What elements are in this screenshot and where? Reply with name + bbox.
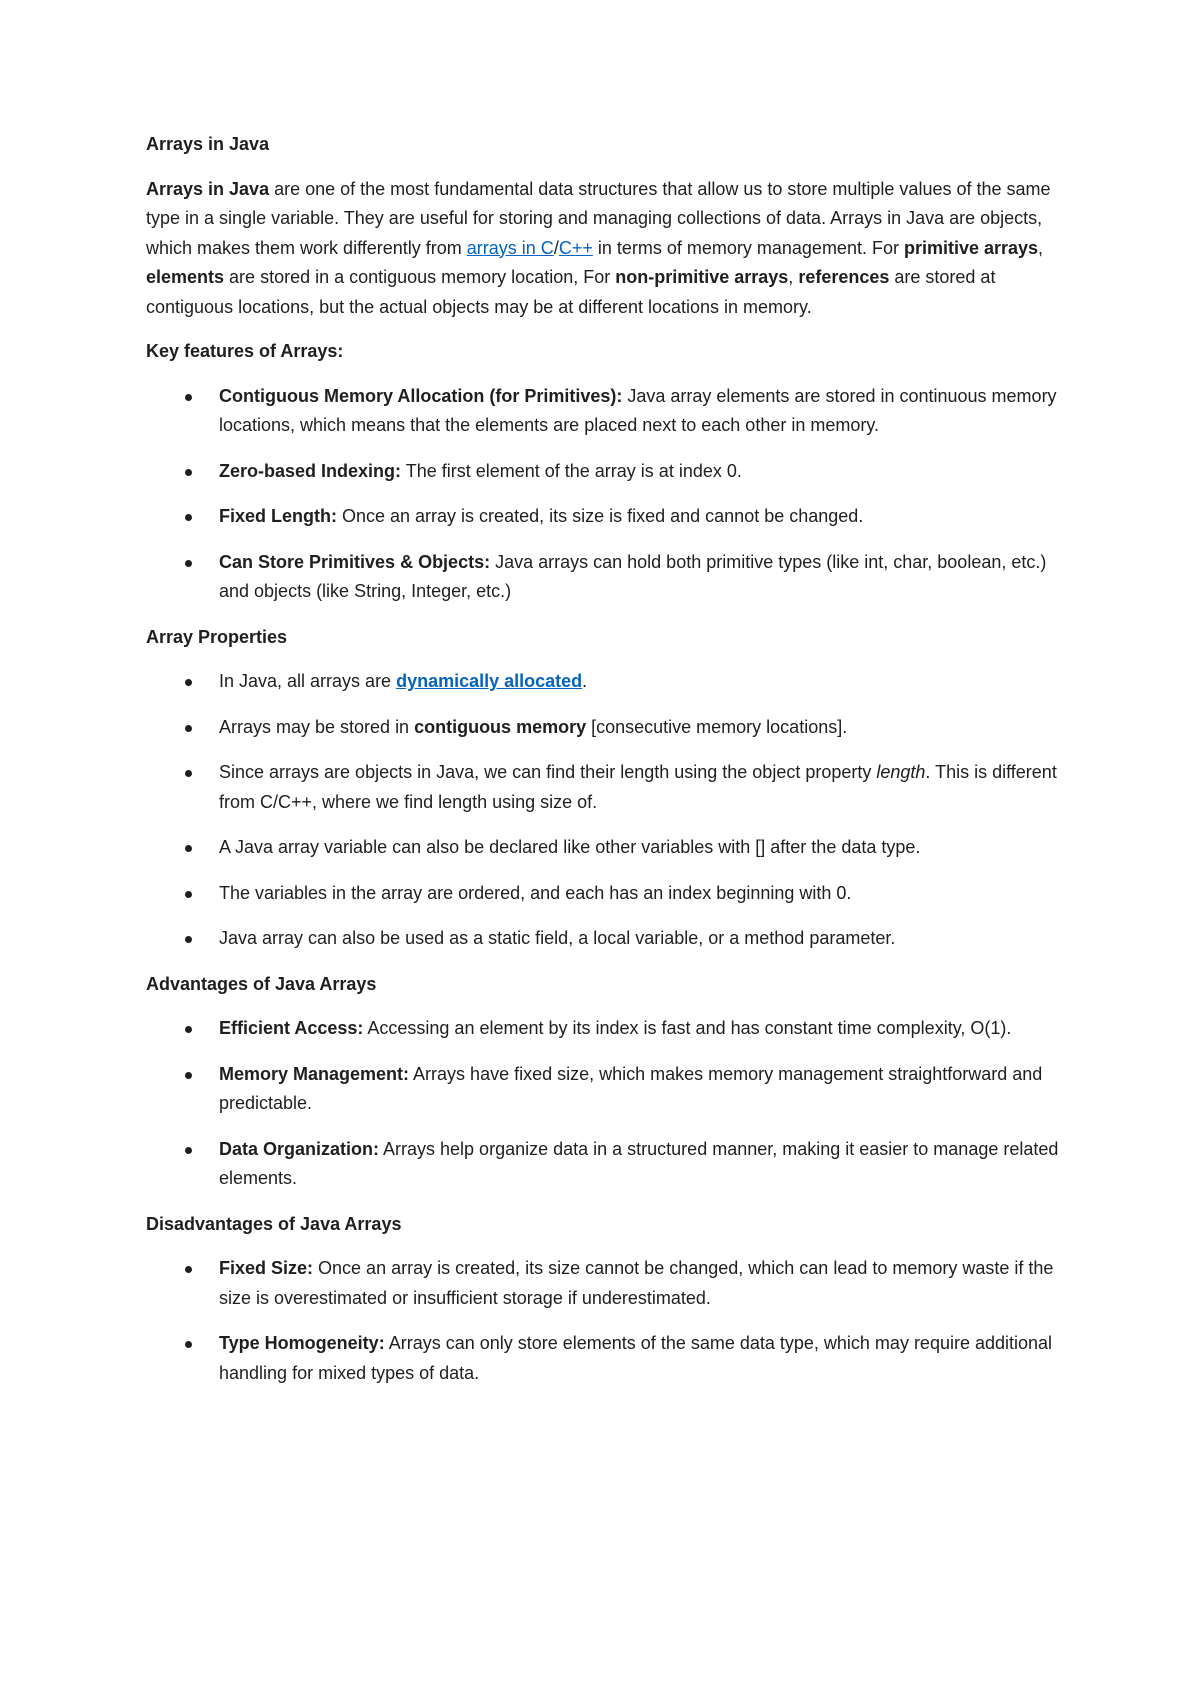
intro-text-6: are stored at contiguous locations, but the actual objects may be at different locations in memory. (146, 267, 996, 317)
item-term: Zero-based Indexing: (219, 460, 402, 481)
item-text: In Java, all arrays are (219, 671, 397, 691)
bullet-icon (185, 845, 192, 852)
item-text: Once an array is created, its size cannot be changed, which can lead to memory waste if the size is overestimated or insufficient storage if underestimated. (219, 1258, 1054, 1308)
item-text-end: . This is different from C/C++, where we find length using size of. (219, 762, 1057, 812)
list-item (146, 1060, 1076, 1119)
cpp-link[interactable]: C++ (558, 237, 593, 258)
item-text: Java array can also be used as a static field, a local variable, or a method parameter. (219, 928, 896, 948)
bullet-icon (185, 936, 192, 943)
intro-text-2: in terms of memory management. For (592, 237, 904, 258)
bullet-icon (185, 514, 192, 521)
item-text: A Java array variable can also be declared like other variables with [] after the data type. (219, 837, 921, 857)
item-text: Once an array is created, its size is fixed and cannot be changed. (337, 506, 864, 526)
item-text: Arrays help organize data in a structured manner, making it easier to manage related elements. (219, 1138, 1059, 1188)
intro-text-4: are stored in a contiguous memory location, For (224, 267, 616, 287)
array-properties-heading: Array Properties (146, 626, 288, 647)
arrays-in-c-link[interactable]: arrays in C (466, 237, 554, 258)
dynamically-allocated-link[interactable]: dynamically allocated (396, 671, 583, 691)
intro-text-3: , (1038, 237, 1044, 258)
advantages-heading: Advantages of Java Arrays (146, 973, 377, 994)
item-term: Type Homogeneity: (219, 1333, 385, 1353)
intro-paragraph (146, 175, 1076, 323)
item-text: Arrays have fixed size, which makes memory management straightforward and predictable. (219, 1063, 1043, 1113)
item-text-end: . (582, 671, 588, 691)
disadvantages-list (146, 1254, 1076, 1388)
intro-text-1: are one of the most fundamental data structures that allow us to store multiple values of the same type in a single variable. They are useful for storing and managing collections of data. Arrays in Java are objects, which makes them work differently from (146, 178, 1051, 258)
key-features-list (146, 382, 1076, 607)
bullet-icon (185, 1072, 192, 1079)
list-item (146, 1329, 1076, 1388)
bullet-icon (185, 1341, 192, 1348)
intro-text-5: , (788, 267, 799, 287)
list-item (146, 879, 1076, 909)
bullet-icon (185, 770, 192, 777)
bullet-icon (185, 725, 192, 732)
item-text: Java array elements are stored in continuous memory locations, which means that the elements are placed next to each other in memory. (219, 385, 1057, 435)
bullet-icon (185, 1266, 192, 1273)
item-text: Java arrays can hold both primitive types (like int, char, boolean, etc.) and objects (like String, Integer, etc.) (219, 551, 1047, 601)
item-term: Fixed Size: (219, 1258, 314, 1278)
bullet-icon (185, 560, 192, 567)
intro-slash: / (553, 237, 559, 258)
bullet-icon (185, 394, 192, 401)
item-text: Since arrays are objects in Java, we can find their length using the object property (219, 762, 877, 782)
advantages-list (146, 1014, 1076, 1194)
key-features-heading: Key features of Arrays: (146, 341, 344, 361)
length-term: length (876, 762, 926, 782)
array-properties-list (146, 667, 1076, 954)
references-term: references (798, 267, 890, 287)
document-page (146, 130, 1076, 1404)
list-item (146, 758, 1076, 817)
list-item (146, 502, 1076, 532)
list-item (146, 1014, 1076, 1044)
item-text: The variables in the array are ordered, and each has an index beginning with 0. (219, 882, 852, 903)
list-item (146, 382, 1076, 441)
disadvantages-heading: Disadvantages of Java Arrays (146, 1213, 402, 1234)
item-term: Data Organization: (219, 1138, 380, 1159)
bullet-icon (185, 1026, 192, 1033)
item-text: The first element of the array is at index 0. (401, 460, 742, 481)
list-item (146, 713, 1076, 743)
list-item (146, 457, 1076, 487)
list-item (146, 924, 1076, 954)
list-item (146, 1135, 1076, 1194)
list-item (146, 548, 1076, 607)
list-item (146, 833, 1076, 863)
primitive-arrays-term: primitive arrays (903, 237, 1039, 258)
contiguous-memory-term: contiguous memory (414, 716, 587, 737)
list-item (146, 667, 1076, 697)
item-text: Arrays can only store elements of the same data type, which may require additional handling for mixed types of data. (219, 1333, 1053, 1383)
bullet-icon (185, 469, 192, 476)
item-term: Fixed Length: (219, 506, 337, 526)
intro-lead: Arrays in Java (146, 178, 270, 199)
bullet-icon (185, 1147, 192, 1154)
non-primitive-arrays-term: non-primitive arrays (615, 267, 789, 287)
elements-term: elements (146, 267, 225, 287)
item-text: Arrays may be stored in (219, 716, 415, 737)
item-term: Efficient Access: (219, 1018, 364, 1038)
list-item (146, 1254, 1076, 1313)
bullet-icon (185, 679, 192, 686)
item-text-end: [consecutive memory locations]. (586, 716, 848, 737)
item-text: Accessing an element by its index is fast and has constant time complexity, O(1). (363, 1018, 1012, 1038)
item-term: Memory Management: (219, 1063, 410, 1084)
document-title: Arrays in Java (146, 134, 270, 154)
item-term: Contiguous Memory Allocation (for Primitives): (219, 385, 623, 406)
bullet-icon (185, 891, 192, 898)
item-term: Can Store Primitives & Objects: (219, 551, 491, 572)
